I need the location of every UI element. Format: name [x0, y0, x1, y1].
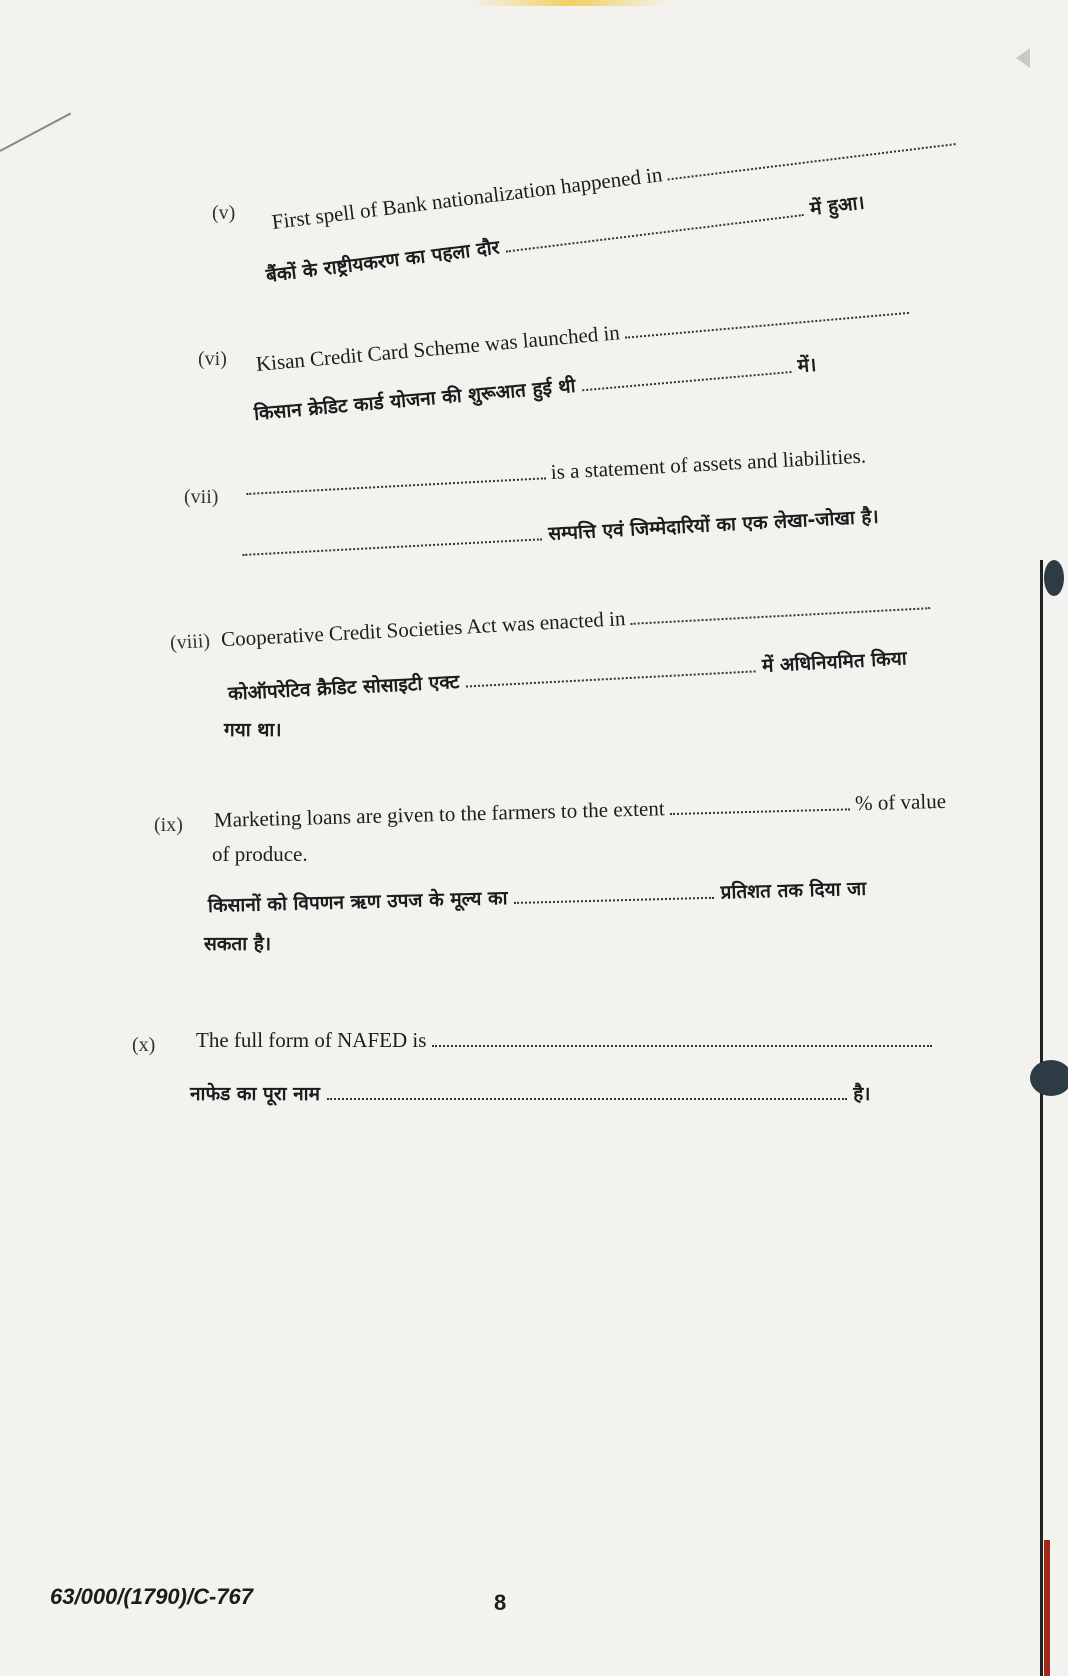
question-text: नाफेड का पूरा नाम [190, 1083, 320, 1105]
question-suffix: % of value [854, 788, 947, 816]
question-continuation: गया था। [224, 719, 282, 741]
question-text-en [196, 1028, 932, 1053]
question-text: सम्पत्ति एवं जिम्मेदारियों का एक लेखा-जोखा है। [547, 505, 880, 545]
question-continuation: सकता है। [204, 933, 272, 955]
question-suffix: प्रतिशत तक दिया जा [720, 877, 867, 904]
question-text-hi [190, 1080, 871, 1106]
paper-code: 63/000/(1790)/C-767 [50, 1584, 254, 1609]
answer-blank[interactable] [514, 881, 714, 904]
question-text: Marketing loans are given to the farmers to the extent [213, 796, 665, 832]
question-text-hi [227, 644, 907, 706]
question-number: (ix) [154, 814, 183, 836]
top-shade [470, 0, 670, 6]
answer-blank[interactable] [465, 654, 756, 687]
question-suffix: में। [796, 353, 818, 378]
answer-blank[interactable] [245, 461, 546, 495]
question-text: Cooperative Credit Societies Act was enacted in [220, 606, 626, 652]
question-text: किसानों को विपणन ऋण उपज के मूल्य का [207, 887, 508, 917]
question-text: किसान क्रेडिट कार्ड योजना की शुरूआत हुई थी [253, 374, 577, 425]
question-suffix: में अधिनियमित किया [761, 647, 908, 677]
answer-blank[interactable] [670, 792, 850, 815]
question-text-en [245, 444, 866, 501]
answer-blank[interactable] [432, 1029, 932, 1047]
answer-blank[interactable] [630, 591, 931, 625]
question-number: (viii) [169, 629, 211, 654]
binding-ring [1044, 560, 1064, 596]
question-text: बैंकों के राष्ट्रीयकरण का पहला दौर [264, 236, 501, 287]
question-text: The full form of NAFED is [196, 1028, 427, 1052]
question-text: कोऑपरेटिव क्रैडिट सोसाइटी एक्ट [227, 670, 460, 705]
question-text: is a statement of assets and liabilities. [550, 443, 867, 485]
question-continuation: of produce. [212, 842, 308, 866]
binding-red-edge [1044, 1540, 1050, 1676]
question-number: (vii) [184, 486, 219, 508]
question-number: (x) [132, 1034, 156, 1056]
question-suffix: में हुआ। [808, 191, 866, 221]
page-number: 8 [494, 1590, 507, 1615]
answer-blank[interactable] [241, 522, 542, 556]
binding-ring [1030, 1060, 1068, 1096]
question-text-hi [241, 503, 879, 562]
corner-mark [1016, 48, 1030, 68]
question-text: First spell of Bank nationalization happened in [270, 162, 664, 234]
question-number: (vi) [198, 348, 227, 370]
question-suffix: है। [853, 1083, 871, 1105]
question-text-hi [208, 875, 867, 918]
question-text: Kisan Credit Card Scheme was launched in [254, 320, 621, 376]
answer-blank[interactable] [666, 127, 956, 180]
question-text-en [169, 590, 930, 655]
binding-edge [1040, 560, 1043, 1676]
question-number: (v) [212, 202, 236, 224]
answer-blank[interactable] [581, 355, 792, 391]
answer-blank[interactable] [327, 1082, 847, 1100]
answer-blank[interactable] [504, 198, 804, 252]
answer-blank[interactable] [624, 296, 909, 339]
question-text-en [214, 789, 947, 833]
page-crease [0, 113, 71, 152]
